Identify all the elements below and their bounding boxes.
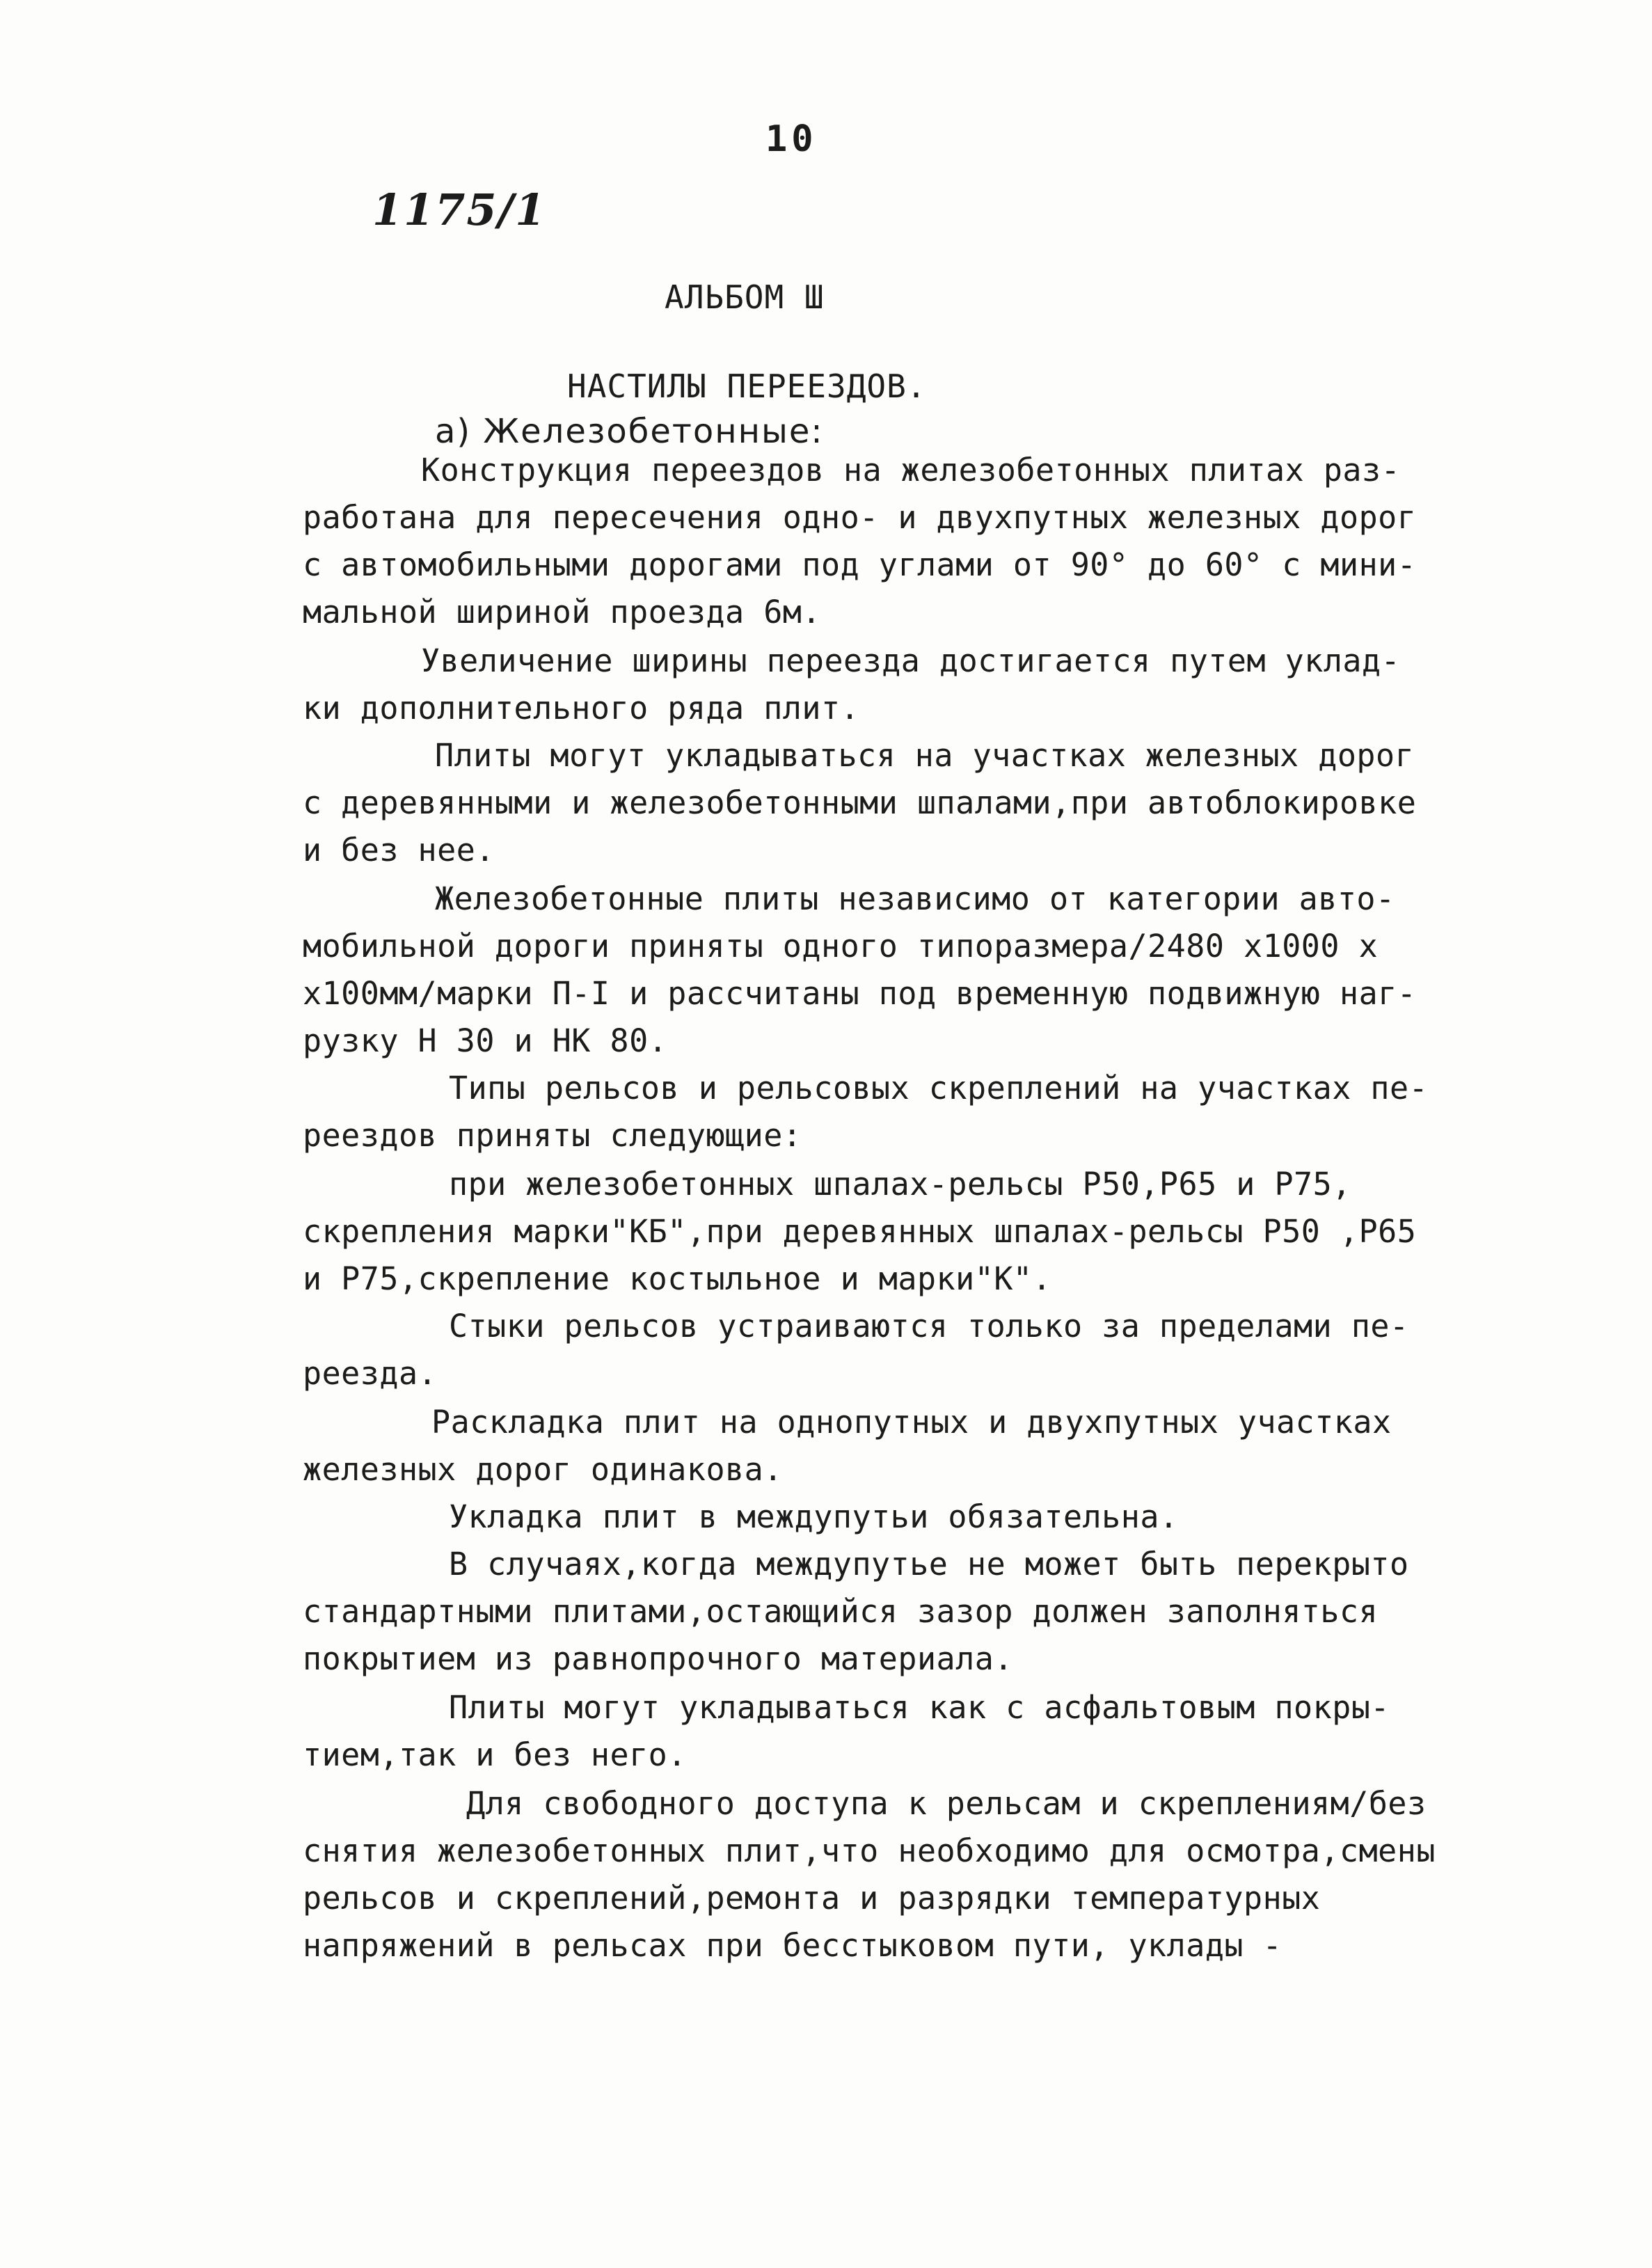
text-line: Укладка плит в междупутьи обязательна. [449,1498,1179,1535]
text-line: Раскладка плит на однопутных и двухпутных участках [431,1404,1392,1441]
text-line: Типы рельсов и рельсовых скреплений на участках пе- [449,1070,1429,1107]
text-line: Железобетонные плиты независимо от категории авто- [435,880,1395,917]
text-line: Увеличение ширины переезда достигается путем уклад- [421,642,1401,679]
text-line: Конструкция переездов на железобетонных плитах раз- [421,452,1401,489]
album-title: АЛЬБОМ Ш [665,278,825,316]
text-line: снятия железобетонных плит,что необходимо для осмотра,смены [303,1832,1436,1869]
text-line: х100мм/марки П-I и рассчитаны под временную подвижную наг- [303,975,1417,1012]
text-line: мальной шириной проезда 6м. [303,594,821,631]
text-line: с деревянными и железобетонными шпалами,при автоблокировке [303,784,1417,821]
text-line: тием,так и без него. [303,1736,687,1773]
text-line: рузку Н 30 и НК 80. [303,1022,668,1059]
text-line: В случаях,когда междупутье не может быть перекрыто [449,1546,1409,1583]
text-line: реездов приняты следующие: [303,1117,802,1154]
text-line: напряжений в рельсах при бесстыковом пути, уклады - [303,1927,1282,1964]
text-line: Стыки рельсов устраиваются только за пределами пе- [449,1308,1409,1345]
text-line: стандартными плитами,остающийся зазор должен заполняться [303,1593,1379,1630]
text-line: реезда. [303,1355,438,1392]
section-title: НАСТИЛЫ ПЕРЕЕЗДОВ. [567,367,927,405]
text-line: ки дополнительного ряда плит. [303,690,860,727]
page-number: 10 [765,118,818,160]
text-line: Плиты могут укладываться на участках железных дорог [435,737,1415,774]
text-line: мобильной дороги приняты одного типоразмера/2480 х1000 х [303,928,1379,965]
text-line: при железобетонных шпалах-рельсы Р50,Р65 и Р75, [449,1166,1351,1203]
subsection-title: а) Железобетонные: [435,412,824,451]
text-line: и без нее. [303,832,495,869]
text-line: с автомобильными дорогами под углами от 90° до 60° с мини- [303,546,1417,583]
text-line: Для свободного доступа к рельсам и скреплениям/без [466,1785,1427,1822]
text-line: скрепления марки"КБ",при деревянных шпалах-рельсы Р50 ,Р65 [303,1213,1417,1250]
text-line: покрытием из равнопрочного материала. [303,1640,1013,1677]
text-line: работана для пересечения одно- и двухпутных железных дорог [303,499,1417,536]
text-line: железных дорог одинакова. [303,1451,783,1488]
handwritten-number: 1175/1 [372,184,547,235]
text-line: и Р75,скрепление костыльное и марки"К". [303,1260,1052,1297]
text-line: рельсов и скреплений,ремонта и разрядки температурных [303,1880,1321,1917]
text-line: Плиты могут укладываться как с асфальтовым покры- [449,1689,1390,1726]
